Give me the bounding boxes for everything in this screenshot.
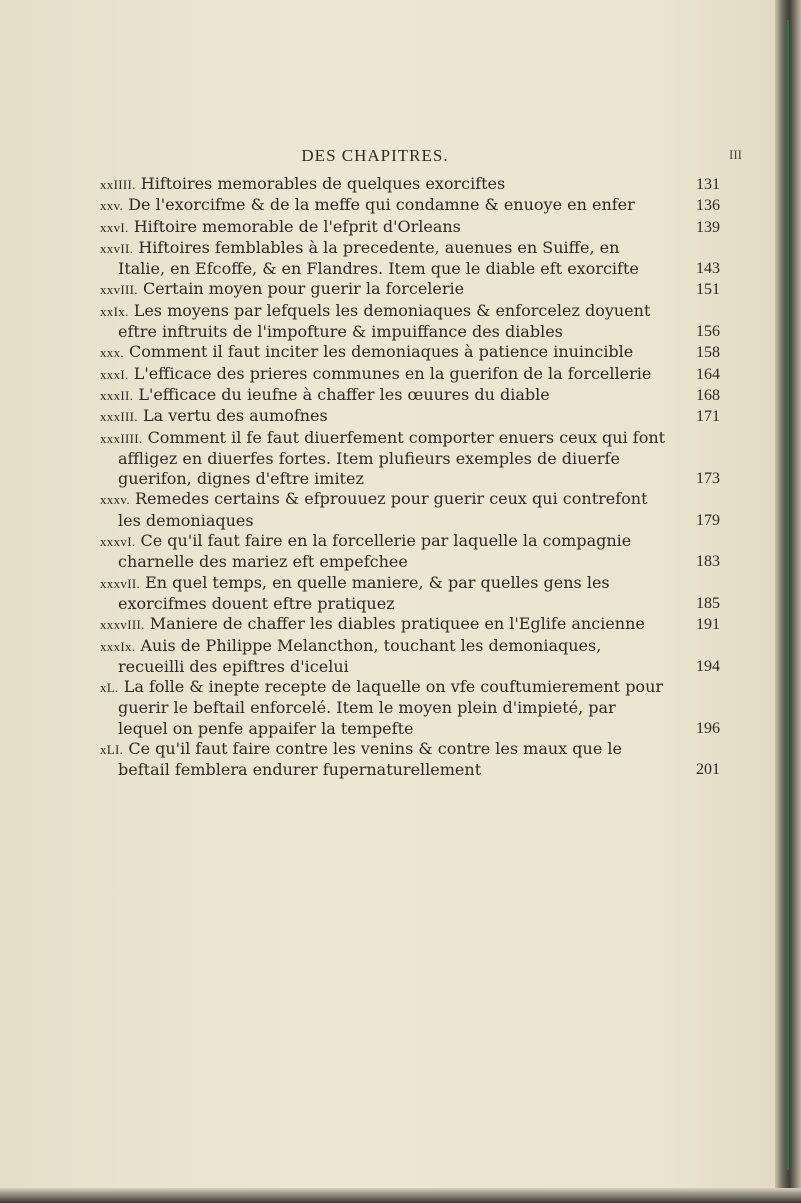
chapter-number: xxxvI. bbox=[100, 534, 136, 550]
toc-entry bbox=[100, 364, 720, 385]
book-spine bbox=[775, 0, 801, 1203]
chapter-page: 168 bbox=[696, 386, 720, 404]
chapter-number: xxxvIII. bbox=[100, 617, 145, 633]
chapter-title: Les moyens par lefquels les demoniaques & enforcelez doyuent eftre inftruits de l'impofture & impuiffance des diables bbox=[118, 300, 651, 342]
chapter-number: xxxIII. bbox=[100, 409, 138, 425]
chapter-page: 201 bbox=[696, 761, 720, 779]
toc-entry bbox=[100, 279, 720, 300]
toc-entry bbox=[100, 614, 720, 635]
chapter-page: 136 bbox=[696, 197, 720, 215]
chapter-number: xxxIx. bbox=[100, 638, 136, 654]
chapter-number: xxvI. bbox=[100, 219, 129, 235]
chapter-title: Ce qu'il faut faire en la forcellerie par laquelle la compagnie charnelle des mariez eft empefchee bbox=[118, 531, 632, 572]
chapter-page: 191 bbox=[696, 616, 720, 634]
chapter-page: 151 bbox=[696, 281, 720, 299]
toc-entry bbox=[100, 489, 720, 531]
chapter-number: xxvII. bbox=[100, 240, 134, 256]
chapter-title: Certain moyen pour guerir la forcelerie bbox=[142, 279, 465, 299]
chapter-number: xxx. bbox=[100, 345, 124, 361]
running-title: DES CHAPITRES. bbox=[301, 146, 449, 165]
chapter-number: xxvIII. bbox=[100, 282, 138, 298]
toc-entry bbox=[100, 428, 720, 490]
chapter-title: Comment il faut inciter les demoniaques à patience inuincible bbox=[129, 342, 634, 362]
chapter-title: Auis de Philippe Melancthon, touchant les demoniaques, recueilli des epiftres d'icelui bbox=[118, 635, 602, 676]
chapter-title: Ce qu'il faut faire contre les venins & contre les maux que le beftail femblera endurer fupernaturellement bbox=[118, 739, 622, 780]
chapter-page: 158 bbox=[696, 344, 720, 362]
toc-entry bbox=[100, 342, 720, 363]
spine-line bbox=[787, 20, 789, 1170]
chapter-page: 183 bbox=[696, 553, 720, 571]
toc-entry bbox=[100, 636, 720, 678]
chapter-title: Remedes certains & efprouuez pour guerir ceux qui contrefont les demoniaques bbox=[118, 489, 648, 530]
chapter-title: La folle & inepte recepte de laquelle on vfe couftumierement pour guerir le beftail enforcelé. Item le moyen plein d'impieté, par lequel on penfe appaifer la tempefte bbox=[118, 677, 664, 738]
chapter-number: xxxI. bbox=[100, 366, 129, 382]
chapter-number: xxxII. bbox=[100, 387, 134, 403]
chapter-page: 143 bbox=[696, 260, 720, 278]
chapter-title: Hiftoires femblables à la precedente, auenues en Suiffe, en Italie, en Efcoffe, & en Flandres. Item que le diable eft exorcifte bbox=[118, 237, 639, 279]
chapter-title: Hiftoire memorable de l'efprit d'Orleans bbox=[133, 216, 461, 236]
toc-entry bbox=[100, 238, 720, 280]
chapter-number: xLI. bbox=[100, 742, 124, 758]
toc-entry bbox=[100, 739, 720, 781]
chapter-title: De l'exorcifme & de la meffe qui condamne & enuoye en enfer bbox=[128, 195, 635, 215]
page-number: III bbox=[729, 147, 742, 162]
chapter-number: xL. bbox=[100, 680, 119, 696]
chapter-page: 156 bbox=[696, 323, 720, 341]
table-of-contents bbox=[100, 174, 720, 781]
chapter-title: En quel temps, en quelle maniere, & par quelles gens les exorcifmes douent eftre pratiquez bbox=[118, 572, 610, 613]
chapter-page: 139 bbox=[696, 218, 720, 236]
toc-entry bbox=[100, 406, 720, 427]
chapter-number: xxv. bbox=[100, 198, 124, 214]
page-header bbox=[0, 146, 560, 166]
chapter-title: L'efficace du ieufne à chaffer les œuures du diable bbox=[138, 384, 550, 404]
chapter-number: xxIx. bbox=[100, 303, 129, 319]
toc-entry bbox=[100, 195, 720, 216]
toc-entry bbox=[100, 301, 720, 343]
toc-entry bbox=[100, 174, 720, 195]
toc-entry bbox=[100, 385, 720, 406]
chapter-page: 173 bbox=[696, 470, 720, 488]
chapter-page: 179 bbox=[696, 511, 720, 529]
toc-entry bbox=[100, 677, 720, 739]
toc-entry bbox=[100, 573, 720, 615]
chapter-number: xxxv. bbox=[100, 492, 130, 508]
chapter-title: Comment il fe faut diuerfement comporter enuers ceux qui font affligez en diuerfes fortes. Item plufieurs exemples de diuerfe guerifon, dignes d'eftre imitez bbox=[118, 427, 666, 489]
chapter-page: 171 bbox=[696, 408, 720, 426]
chapter-page: 194 bbox=[696, 657, 720, 675]
toc-entry bbox=[100, 217, 720, 238]
chapter-title: Maniere de chaffer les diables pratiquee en l'Eglife ancienne bbox=[149, 614, 645, 634]
chapter-page: 131 bbox=[696, 176, 720, 193]
chapter-number: xxIIII. bbox=[100, 177, 136, 192]
chapter-title: Hiftoires memorables de quelques exorciftes bbox=[140, 174, 506, 193]
chapter-title: L'efficace des prieres communes en la guerifon de la forcellerie bbox=[133, 363, 652, 383]
chapter-page: 196 bbox=[696, 719, 720, 737]
chapter-title: La vertu des aumofnes bbox=[142, 406, 328, 426]
chapter-number: xxxvII. bbox=[100, 575, 141, 591]
chapter-page: 185 bbox=[696, 594, 720, 612]
toc-entry bbox=[100, 531, 720, 573]
chapter-number: xxxIIII. bbox=[100, 430, 143, 446]
chapter-page: 164 bbox=[696, 365, 720, 383]
page-bottom-edge bbox=[0, 1188, 801, 1203]
